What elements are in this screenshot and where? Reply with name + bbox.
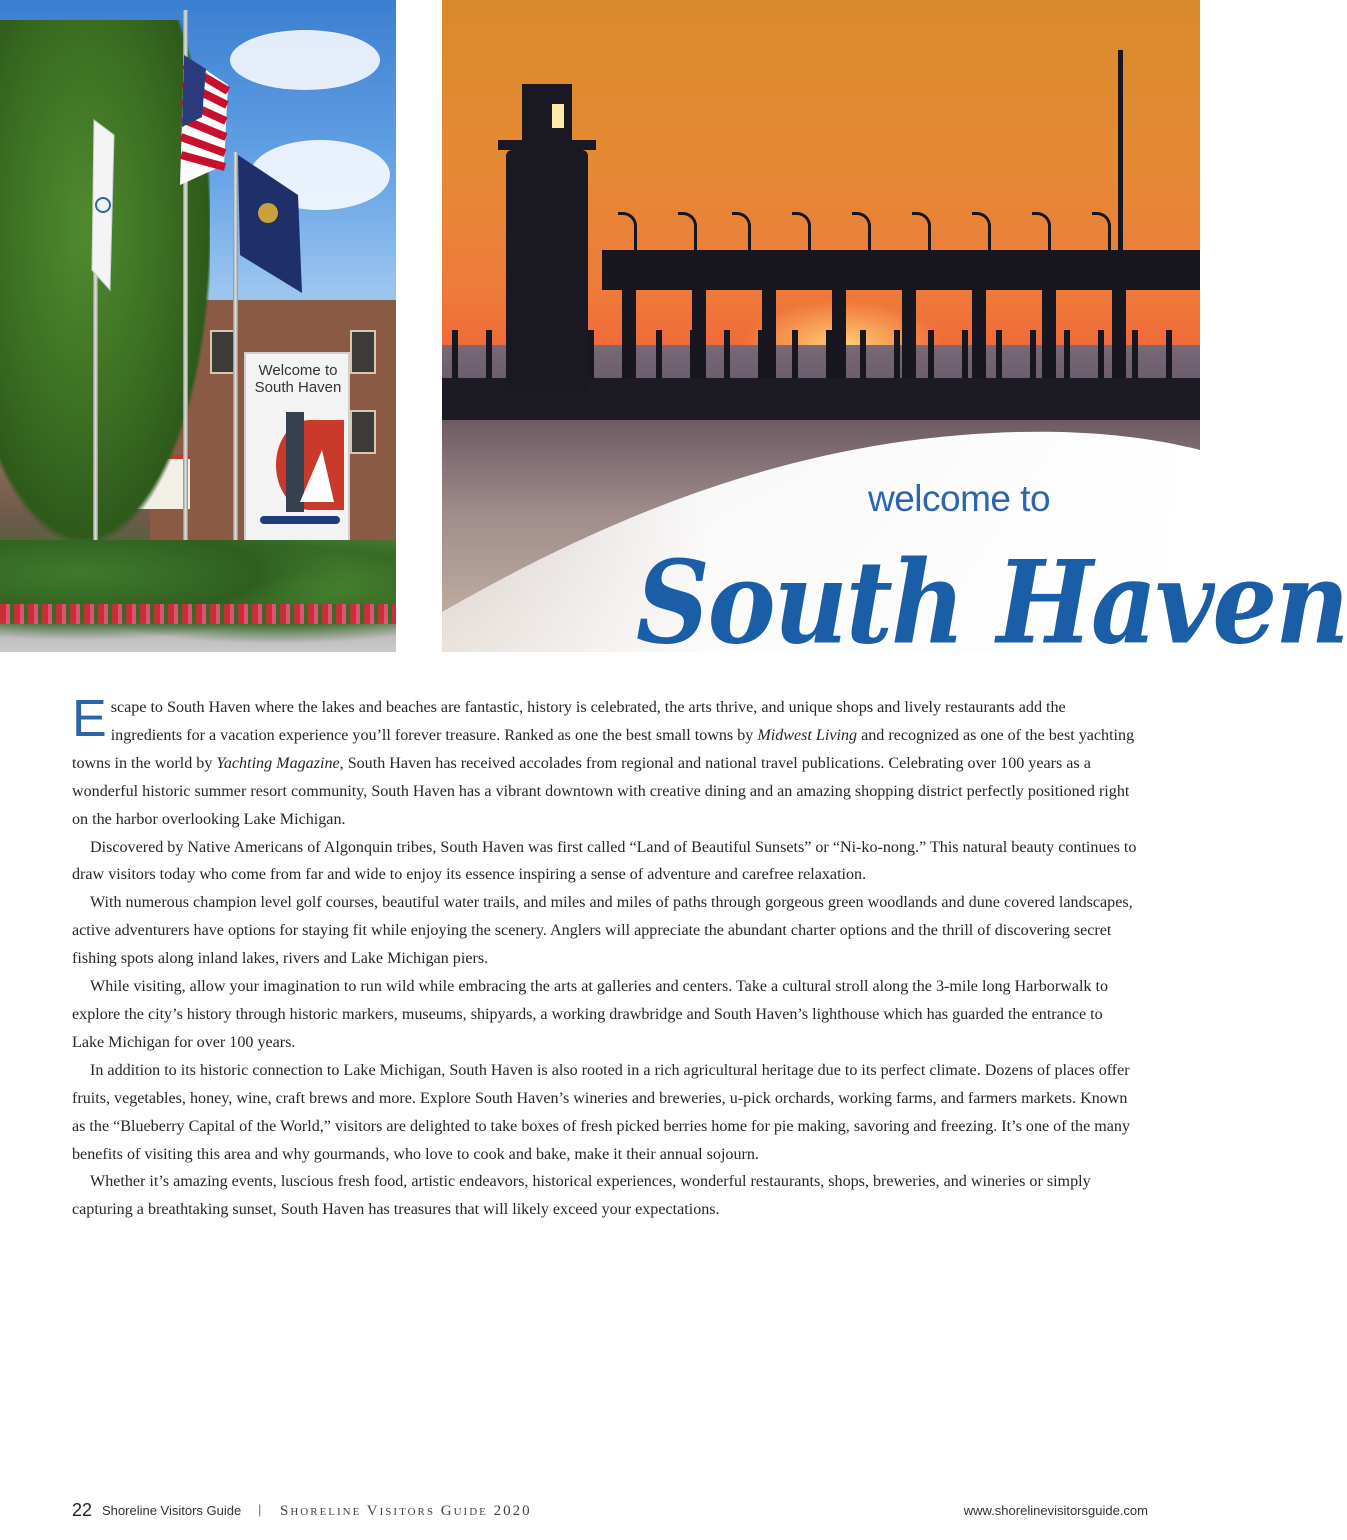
welcome-sign-text: Welcome to South Haven: [254, 362, 342, 396]
article-body: [72, 690, 1138, 1224]
website-link[interactable]: www.shorelinevisitorsguide.com: [963, 1503, 1148, 1518]
window: [350, 330, 376, 374]
publication-edition: Shoreline Visitors Guide 2020: [280, 1503, 532, 1519]
footer-separator: |: [258, 1502, 262, 1517]
paragraph-1-text: and recognized as one of the best yachting towns in the world by: [72, 726, 1135, 772]
paragraph-3: With numerous champion level golf courses, beautiful water trails, and miles and miles of paths through gorgeous green woodlands and dune covered landscapes, active adventurers have options for staying fit while enjoying the scenery. Anglers will appreciate the abundant charter options and the thrill of discovering secret fishing spots along inland lakes, rivers and Lake Michigan piers.: [72, 894, 1133, 968]
michigan-flag-icon: [236, 155, 306, 295]
us-flag-icon: [176, 55, 236, 195]
garden-bed: [0, 540, 396, 652]
drop-cap: E: [72, 690, 107, 748]
welcome-to-text: welcome to: [868, 478, 1051, 519]
sign-sailboat-icon: [300, 450, 334, 502]
flower-border: [0, 604, 396, 624]
paragraph-1-text: scape to South Haven where the lakes and beaches are fantastic, history is celebrated, the arts thrive, and unique shops and lively restaurants add the ingredients for a vacation experience you’ll forever treasure. Ranked as one the best small towns by: [110, 699, 1066, 744]
city-flag-icon: [88, 115, 118, 295]
paragraph-6: Whether it’s amazing events, luscious fresh food, artistic endeavors, historical experiences, wonderful restaurants, shops, breweries, and wineries or simply capturing a breathtaking sunset, South Haven has treasures that will likely exceed your expectations.: [72, 1173, 1091, 1219]
cloud: [230, 30, 380, 90]
paragraph-2: Discovered by Native Americans of Algonquin tribes, South Haven was first called “Land of Beautiful Sunsets” or “Ni-ko-nong.” This natural beauty continues to draw visitors today who come from far and wide to enjoy its essence inspiring a sense of adventure and carefree relaxation.: [72, 838, 1137, 884]
publication-name: Midwest Living: [757, 726, 858, 744]
paragraph-1-text: , South Haven has received accolades from regional and national travel publications. Celebrating over 100 years as a wonderful historic summer resort community, South Haven has a vibrant downtown with creative dining and an amazing shopping district perfectly positioned right on the harbor overlooking Lake Michigan.: [72, 754, 1130, 828]
page-title: South Haven: [636, 536, 1347, 671]
paragraph-1: [72, 690, 1138, 834]
paragraph-5: In addition to its historic connection to Lake Michigan, South Haven is also rooted in a rich agricultural heritage due to its perfect climate. Dozens of places offer fruits, vegetables, honey, wine, craft brews and more. Explore South Haven’s wineries and breweries, u-pick orchards, working farms, and farmers markets. Known as the “Blueberry Capital of the World,” visitors are delighted to take boxes of fresh picked berries home for pie making, savoring and freezing. It’s one of the many benefits of visiting this area and why gourmands, who love to cook and bake, make it their annual sojourn.: [72, 1061, 1131, 1163]
window: [350, 410, 376, 454]
welcome-sign: [244, 352, 350, 548]
publication-name: Yachting Magazine: [216, 754, 340, 772]
page-footer: [72, 1500, 1148, 1524]
page-number: 22: [72, 1500, 93, 1520]
downtown-photo: [0, 0, 396, 652]
sign-wave: [260, 516, 340, 524]
paragraph-4: While visiting, allow your imagination to run wild while embracing the arts at galleries and centers. Take a cultural stroll along the 3-mile long Harborwalk to explore the city’s history through historic markers, museums, shipyards, a working drawbridge and South Haven’s lighthouse which has guarded the entrance to Lake Michigan for over 100 years.: [72, 978, 1109, 1051]
publication-name: Shoreline Visitors Guide: [102, 1503, 242, 1518]
